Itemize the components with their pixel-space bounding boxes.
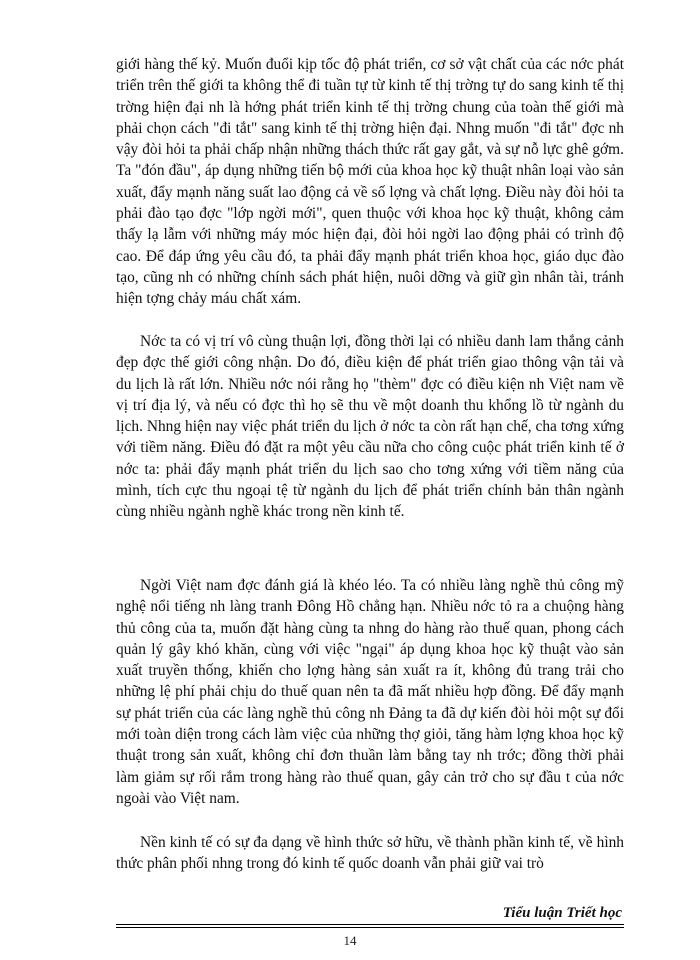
paragraph-text: Nớc ta có vị trí vô cùng thuận lợi, đồng thời lại có nhiều danh lam thắng cảnh đẹp đợc thế giới công nhận. Do đó, điều kiện để phát triển giao thông vận tải và du lịch là rất lớn. Nhiều nớc nói rằng họ "thèm" đợc có điều kiện nh Việt nam về vị trí địa lý, và nếu có đợc thì họ sẽ thu về một doanh thu khổng lồ từ ngành du lịch. Nhng hiện nay việc phát triển du lịch ở nớc ta còn rất hạn chế, cha tơng xứng với tiềm năng. Điều đó đặt ra một yêu cầu nữa cho công cuộc phát triển kinh tế ở nớc ta: phải đẩy mạnh phát triển du lịch sao cho tơng xứng với tiềm năng của mình, tích cực thu ngoại tệ từ ngành du lịch để phát triển chính bản thân ngành cùng nhiều ngành nghề khác trong nền kinh tế. (116, 333, 624, 521)
paragraph-handicraft (116, 575, 624, 809)
paragraph-text: Ngời Việt nam đợc đánh giá là khéo léo. Ta có nhiều làng nghề thủ công mỹ nghệ nổi tiếng nh làng tranh Đông Hồ chẳng hạn. Nhiều nớc tỏ ra a chuộng hàng thủ công của ta, muốn đặt hàng cùng ta nhng do hàng rào thuế quan, phong cách quản lý gây khó khăn, cùng với việc "ngại" áp dụng khoa học kỹ thuật vào sản xuất truyền thống, khiến cho lợng hàng sản xuất ra ít, không đủ trang trải cho những lệ phí phải chịu do thuế quan nên ta đã mất nhiều hợp đồng. Để đẩy mạnh sự phát triển của các làng nghề thủ công nh Đảng ta đã dự kiến đòi hỏi một sự đổi mới toàn diện trong cách làm việc của những thợ giỏi, tăng hàm lợng khoa học kỹ thuật trong sản xuất, không chỉ đơn thuần làm bằng tay nh trớc; đồng thời phải làm giảm sự rối rắm trong hàng rào thuế quan, gây cản trở cho sự đầu t của nớc ngoài vào Việt nam. (116, 577, 624, 807)
paragraph-tourism (116, 331, 624, 523)
footer-rule (116, 924, 624, 928)
page-number: 14 (343, 933, 357, 948)
paragraph-text: giới hàng thế kỷ. Muốn đuổi kịp tốc độ phát triển, cơ sở vật chất của các nớc phát triển trên thế giới ta không thể đi tuần tự từ kinh tế thị trờng tự do sang kinh tế thị trờng hiện đại nh là hớng phát triển kinh tế thị trờng chung của toàn thế giới mà phải chọn cách "đi tắt" sang kinh tế thị trờng hiện đại. Nhng muốn "đi tắt" đợc nh vậy đòi hỏi ta phải chấp nhận những thách thức rất gay gắt, và sự nỗ lực ghê gớm. Ta "đón đầu", áp dụng những tiến bộ mới của khoa học kỹ thuật nhân loại vào sản xuất, đẩy mạnh năng suất lao động cả về số lợng và chất lợng. Điều này đòi hỏi ta phải đào tạo đợc "lớp ngời mới", quen thuộc với khoa học kỹ thuật, không cảm thấy lạ lẫm với những máy móc hiện đại, đòi hỏi ngời lao động phải có trình độ cao. Để đáp ứng yêu cầu đó, ta phải đẩy mạnh phát triển khoa học, giáo dục đào tạo, cũng nh có những chính sách phát hiện, nuôi dỡng và giữ gìn nhân tài, tránh hiện tợng chảy máu chất xám. (116, 56, 624, 308)
paragraph-continued (116, 54, 624, 310)
paragraph-economy (116, 832, 624, 875)
footer-title: Tiểu luận Triết học (502, 905, 622, 921)
paragraph-text: Nền kinh tế có sự đa dạng về hình thức sở hữu, về thành phần kinh tế, về hình thức phân phối nhng trong đó kinh tế quốc doanh vẫn phải giữ vai trò (116, 834, 624, 873)
